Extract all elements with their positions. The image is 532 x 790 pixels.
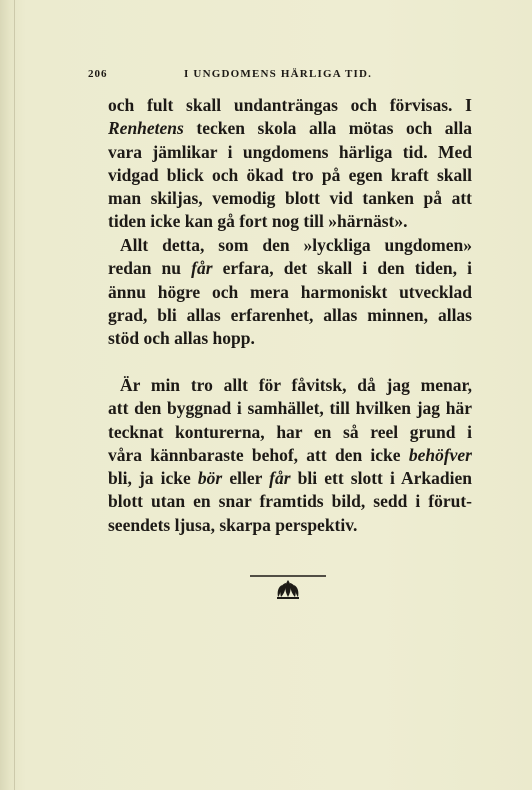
text-line: Är min tro allt för fåvitsk, då jag menar, bbox=[120, 375, 472, 395]
text-line: redan nu får erfara, det skall i den tiden, i bbox=[108, 258, 473, 279]
text-line: man skiljas, vemodig blott vid tanken på att bbox=[108, 188, 472, 209]
fleuron-icon bbox=[248, 572, 328, 604]
text-line: tiden icke kan gå fort nog till »härnäst». bbox=[108, 211, 408, 232]
text-line: Renhetens tecken skola alla mötas och alla bbox=[108, 118, 472, 139]
text-line: bli, ja icke bör eller får bli ett slott i Arkadien bbox=[108, 468, 472, 489]
paragraph-2 bbox=[108, 234, 472, 350]
running-title: I UNGDOMENS HÄRLIGA TID. bbox=[184, 68, 373, 80]
page-number: 206 bbox=[88, 68, 108, 80]
text-line: blott utan en snar framtids bild, sedd i förut- bbox=[108, 491, 472, 512]
text-line: ännu högre och mera harmoniskt utvecklad bbox=[108, 281, 472, 302]
text-line: tecknat konturerna, har en så reel grund i bbox=[108, 421, 472, 442]
paragraph-1 bbox=[108, 94, 472, 234]
text-line: seendets ljusa, skarpa perspektiv. bbox=[108, 514, 358, 535]
text-line: och fult skall undanträngas och förvisas. I bbox=[108, 95, 472, 115]
text-line: vara jämlikar i ungdomens härliga tid. Med bbox=[108, 141, 472, 162]
text-line: att den byggnad i samhället, till hvilken jag här bbox=[108, 398, 472, 419]
paragraph-3 bbox=[108, 374, 472, 537]
page-header bbox=[88, 68, 458, 84]
text-line: grad, bli allas erfarenhet, allas minnen, allas bbox=[108, 304, 472, 325]
text-line: våra kännbaraste behof, att den icke behöfver bbox=[108, 444, 472, 465]
text-line: stöd och allas hopp. bbox=[108, 328, 255, 349]
text-line: vidgad blick och ökad tro på egen kraft skall bbox=[108, 164, 472, 185]
text-line: Allt detta, som den »lyckliga ungdomen» bbox=[120, 235, 472, 255]
